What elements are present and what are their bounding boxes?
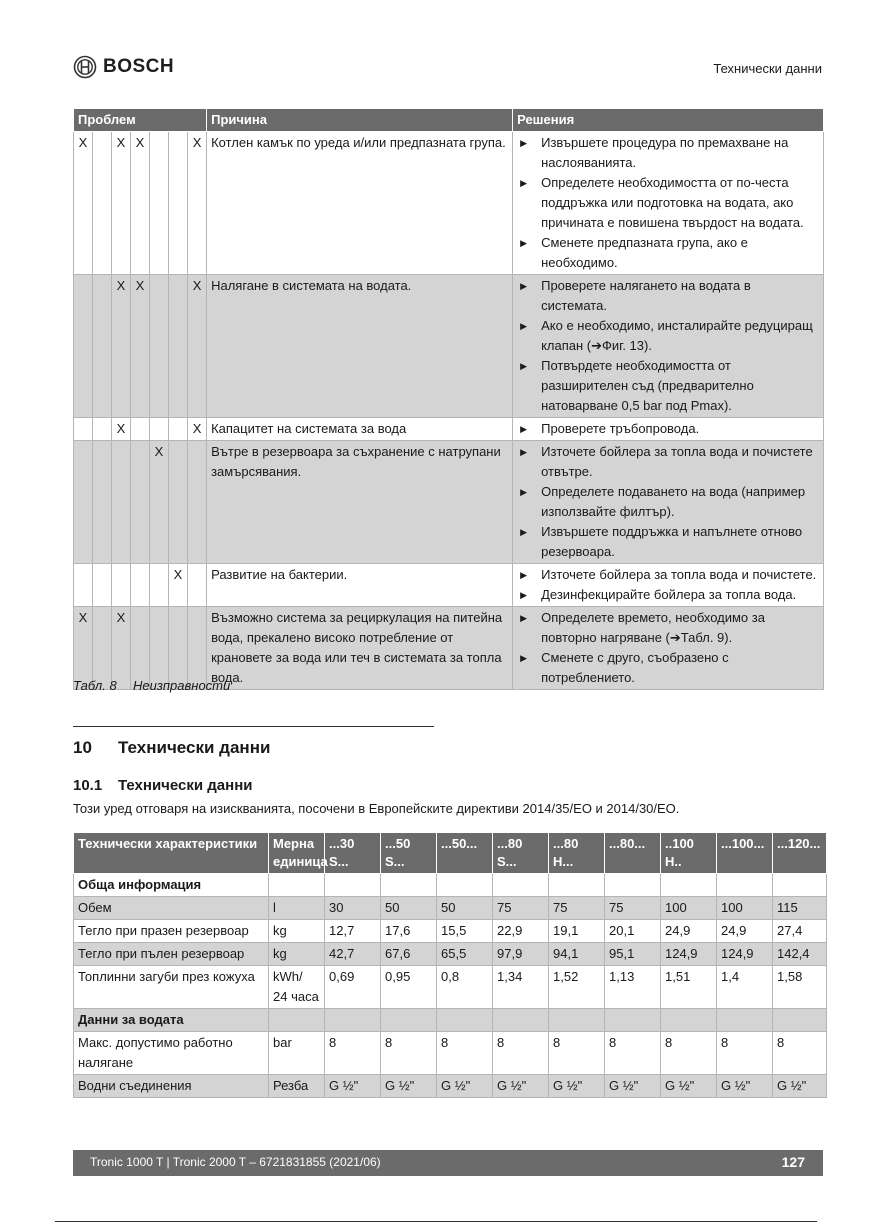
solutions-list (517, 276, 819, 416)
tech-cell (773, 874, 827, 897)
tech-cell: G ½" (437, 1075, 493, 1098)
tech-cell: Обща информация (74, 874, 269, 897)
solutions-cell (513, 441, 824, 564)
tech-header-cell: ...80 S... (493, 833, 549, 874)
bosch-armature-icon (73, 55, 97, 79)
solution-item: ▶ Източете бойлера за топла вода и почистете отвътре. (517, 442, 819, 482)
tech-cell: G ½" (661, 1075, 717, 1098)
tech-cell: Обем (74, 897, 269, 920)
tech-header-cell: Технически характеристики (74, 833, 269, 874)
tech-cell: 8 (605, 1032, 661, 1075)
problem-mark-cell: X (112, 418, 131, 441)
tech-cell: 17,6 (381, 920, 437, 943)
tech-cell: 8 (437, 1032, 493, 1075)
brand-name: BOSCH (103, 56, 175, 77)
tech-cell: 20,1 (605, 920, 661, 943)
tech-cell: 115 (773, 897, 827, 920)
tech-cell: 94,1 (549, 943, 605, 966)
tech-cell: 24,9 (717, 920, 773, 943)
tech-header-cell: ...80 H... (549, 833, 605, 874)
solutions-cell (513, 607, 824, 690)
tech-cell: G ½" (605, 1075, 661, 1098)
tech-cell: 12,7 (325, 920, 381, 943)
tech-cell: 42,7 (325, 943, 381, 966)
solutions-list (517, 419, 819, 439)
tech-cell: 1,52 (549, 966, 605, 1009)
tech-cell (549, 874, 605, 897)
solution-item: ▶ Сменете предпазната група, ако е необходимо. (517, 233, 819, 273)
problem-mark-cell (93, 275, 112, 418)
troubleshooting-table (73, 108, 824, 690)
tech-cell: 27,4 (773, 920, 827, 943)
tech-cell: 50 (381, 897, 437, 920)
tech-cell (325, 874, 381, 897)
problem-mark-cell: X (169, 564, 188, 607)
tech-cell: 30 (325, 897, 381, 920)
solutions-cell (513, 132, 824, 275)
tech-cell: 8 (325, 1032, 381, 1075)
cause-cell: Развитие на бактерии. (207, 564, 513, 607)
tech-cell: 124,9 (661, 943, 717, 966)
tech-cell: 8 (773, 1032, 827, 1075)
solution-item: ▶ Дезинфекцирайте бойлера за топла вода. (517, 585, 819, 605)
problem-mark-cell (93, 564, 112, 607)
intro-paragraph: Този уред отговаря на изискванията, посочени в Европейските директиви 2014/35/ЕО и 2014/30/ЕО. (73, 801, 680, 816)
tech-cell: 8 (661, 1032, 717, 1075)
tech-cell: 124,9 (717, 943, 773, 966)
trouble-row (74, 564, 824, 607)
tech-cell: 8 (549, 1032, 605, 1075)
problem-mark-cell (74, 275, 93, 418)
tech-cell: 8 (381, 1032, 437, 1075)
solution-item: ▶ Източете бойлера за топла вода и почистете. (517, 565, 819, 585)
problem-mark-cell (150, 418, 169, 441)
solutions-cell (513, 418, 824, 441)
tech-cell: 65,5 (437, 943, 493, 966)
trouble-row (74, 441, 824, 564)
tech-cell: Тегло при пълен резервоар (74, 943, 269, 966)
tech-cell: 0,95 (381, 966, 437, 1009)
tech-cell (605, 1009, 661, 1032)
tech-cell (773, 1009, 827, 1032)
tech-section-row (74, 874, 827, 897)
problem-mark-cell (131, 564, 150, 607)
problem-mark-cell: X (150, 441, 169, 564)
solutions-list (517, 565, 819, 605)
tech-data-row (74, 1032, 827, 1075)
tech-header-cell: ...120... (773, 833, 827, 874)
tech-cell: Топлинни загуби през кожуха (74, 966, 269, 1009)
problem-mark-cell (169, 418, 188, 441)
tech-cell (437, 874, 493, 897)
header-solutions: Решения (513, 109, 824, 132)
tech-cell: G ½" (493, 1075, 549, 1098)
tech-cell (493, 1009, 549, 1032)
tech-cell: bar (269, 1032, 325, 1075)
tech-cell (269, 1009, 325, 1032)
tech-cell: G ½" (381, 1075, 437, 1098)
tech-cell: Тегло при празен резервоар (74, 920, 269, 943)
problem-mark-cell: X (74, 607, 93, 690)
tech-cell: Резба (269, 1075, 325, 1098)
problem-mark-cell: X (131, 275, 150, 418)
tech-cell: 100 (661, 897, 717, 920)
tech-cell: 50 (437, 897, 493, 920)
solution-item: ▶ Извършете процедура по премахване на наслояванията. (517, 133, 819, 173)
tech-header-cell: ...30 S... (325, 833, 381, 874)
table-caption (73, 678, 230, 693)
section-title: Технически данни (118, 738, 271, 757)
trouble-header-row (74, 109, 824, 132)
page-number: 127 (781, 1154, 805, 1170)
tech-cell: 95,1 (605, 943, 661, 966)
tech-cell (661, 874, 717, 897)
solutions-list (517, 442, 819, 562)
tech-data-row (74, 897, 827, 920)
problem-mark-cell (112, 564, 131, 607)
tech-data-row (74, 1075, 827, 1098)
tech-cell (269, 874, 325, 897)
tech-section-row (74, 1009, 827, 1032)
problem-mark-cell: X (112, 275, 131, 418)
solution-item: ▶ Потвърдете необходимостта от разширителен съд (предварително натоварване 0,5 bar под Pmax). (517, 356, 819, 416)
technical-data-table (73, 832, 827, 1098)
tech-cell: kg (269, 943, 325, 966)
problem-mark-cell: X (112, 607, 131, 690)
tech-cell (325, 1009, 381, 1032)
tech-cell: 1,51 (661, 966, 717, 1009)
problem-mark-cell (74, 418, 93, 441)
cause-cell: Налягане в системата на водата. (207, 275, 513, 418)
solutions-list (517, 608, 819, 688)
tech-cell: kWh/ 24 часа (269, 966, 325, 1009)
tech-header-row (74, 833, 827, 874)
problem-mark-cell: X (131, 132, 150, 275)
tech-cell: G ½" (549, 1075, 605, 1098)
tech-cell (605, 874, 661, 897)
solution-item: ▶ Определете необходимостта от по-честа поддръжка или подготовка на водата, ако причината е повишена твърдост на водата. (517, 173, 819, 233)
tech-cell (717, 1009, 773, 1032)
problem-mark-cell (188, 564, 207, 607)
tech-cell: 19,1 (549, 920, 605, 943)
cause-cell: Вътре в резервоара за съхранение с натрупани замърсявания. (207, 441, 513, 564)
tech-cell: 1,13 (605, 966, 661, 1009)
tech-cell (381, 1009, 437, 1032)
section-divider (73, 726, 434, 727)
tech-cell: 1,34 (493, 966, 549, 1009)
tech-cell: Водни съединения (74, 1075, 269, 1098)
trouble-row (74, 418, 824, 441)
tech-cell: 97,9 (493, 943, 549, 966)
problem-mark-cell (169, 441, 188, 564)
bottom-divider (55, 1221, 817, 1222)
tech-cell: 8 (493, 1032, 549, 1075)
header-cause: Причина (207, 109, 513, 132)
trouble-row (74, 132, 824, 275)
subsection-number: 10.1 (73, 777, 103, 794)
problem-mark-cell (112, 441, 131, 564)
problem-mark-cell (169, 132, 188, 275)
tech-cell: 75 (605, 897, 661, 920)
problem-mark-cell (74, 441, 93, 564)
tech-header-cell: ...50 S... (381, 833, 437, 874)
tech-cell: Данни за водата (74, 1009, 269, 1032)
trouble-row (74, 275, 824, 418)
tech-cell: 0,69 (325, 966, 381, 1009)
problem-mark-cell: X (74, 132, 93, 275)
problem-mark-cell (93, 418, 112, 441)
solution-item: ▶ Сменете с друго, съобразено с потреблението. (517, 648, 819, 688)
cause-cell: Възможно система за рециркулация на питейна вода, прекалено високо потребление от крановете за вода или теч в системата за топла вода. (207, 607, 513, 690)
section-heading (73, 738, 270, 758)
tech-header-cell: Мерна единица (269, 833, 325, 874)
tech-cell: kg (269, 920, 325, 943)
problem-mark-cell (150, 132, 169, 275)
section-number: 10 (73, 738, 92, 757)
tech-cell (717, 874, 773, 897)
solution-item: ▶ Ако е необходимо, инсталирайте редуциращ клапан (➔Фиг. 13). (517, 316, 819, 356)
solution-item: ▶ Проверете налягането на водата в системата. (517, 276, 819, 316)
solution-item: ▶ Проверете тръбопровода. (517, 419, 819, 439)
tech-cell: 0,8 (437, 966, 493, 1009)
tech-cell: 1,58 (773, 966, 827, 1009)
problem-mark-cell (93, 132, 112, 275)
problem-mark-cell (150, 564, 169, 607)
tech-cell (493, 874, 549, 897)
page-footer (73, 1150, 823, 1176)
tech-cell: 15,5 (437, 920, 493, 943)
tech-cell: 22,9 (493, 920, 549, 943)
tech-data-row (74, 920, 827, 943)
tech-cell: 100 (717, 897, 773, 920)
tech-cell: 8 (717, 1032, 773, 1075)
problem-mark-cell (169, 275, 188, 418)
tech-cell: l (269, 897, 325, 920)
tech-data-row (74, 943, 827, 966)
tech-cell: 75 (493, 897, 549, 920)
solution-item: ▶ Определете времето, необходимо за повторно нагряване (➔Табл. 9). (517, 608, 819, 648)
tech-cell: Макс. допустимо работно налягане (74, 1032, 269, 1075)
subsection-title: Технически данни (118, 777, 253, 794)
tech-cell: G ½" (773, 1075, 827, 1098)
tech-cell (661, 1009, 717, 1032)
bosch-logo (73, 55, 174, 79)
problem-mark-cell (188, 441, 207, 564)
tech-header-cell: ...80... (605, 833, 661, 874)
header-section-title: Технически данни (713, 61, 822, 76)
solution-item: ▶ Извършете поддръжка и напълнете отново резервоара. (517, 522, 819, 562)
tech-header-cell: ...50... (437, 833, 493, 874)
problem-mark-cell (150, 275, 169, 418)
footer-document-id: Tronic 1000 T | Tronic 2000 T – 6721831855 (2021/06) (90, 1155, 381, 1169)
solution-item: ▶ Определете подаването на вода (например използвайте филтър). (517, 482, 819, 522)
tech-cell: 67,6 (381, 943, 437, 966)
tech-cell: 75 (549, 897, 605, 920)
tech-header-cell: ...100... (717, 833, 773, 874)
tech-cell: G ½" (325, 1075, 381, 1098)
page-header (73, 55, 822, 83)
tech-cell: G ½" (717, 1075, 773, 1098)
tech-cell: 1,4 (717, 966, 773, 1009)
problem-mark-cell (131, 418, 150, 441)
solutions-list (517, 133, 819, 273)
problem-mark-cell: X (112, 132, 131, 275)
tech-cell: 142,4 (773, 943, 827, 966)
problem-mark-cell: X (188, 418, 207, 441)
tech-cell (549, 1009, 605, 1032)
caption-number: Табл. 8 (73, 678, 117, 693)
problem-mark-cell (131, 441, 150, 564)
problem-mark-cell: X (188, 275, 207, 418)
problem-mark-cell (93, 441, 112, 564)
header-problem: Проблем (74, 109, 207, 132)
tech-header-cell: ..100 H.. (661, 833, 717, 874)
solutions-cell (513, 275, 824, 418)
tech-data-row (74, 966, 827, 1009)
tech-cell (437, 1009, 493, 1032)
tech-cell: 24,9 (661, 920, 717, 943)
caption-text: Неизправности (133, 678, 231, 693)
problem-mark-cell: X (188, 132, 207, 275)
cause-cell: Капацитет на системата за вода (207, 418, 513, 441)
solutions-cell (513, 564, 824, 607)
subsection-heading (73, 777, 252, 794)
cause-cell: Котлен камък по уреда и/или предпазната група. (207, 132, 513, 275)
problem-mark-cell (74, 564, 93, 607)
tech-cell (381, 874, 437, 897)
